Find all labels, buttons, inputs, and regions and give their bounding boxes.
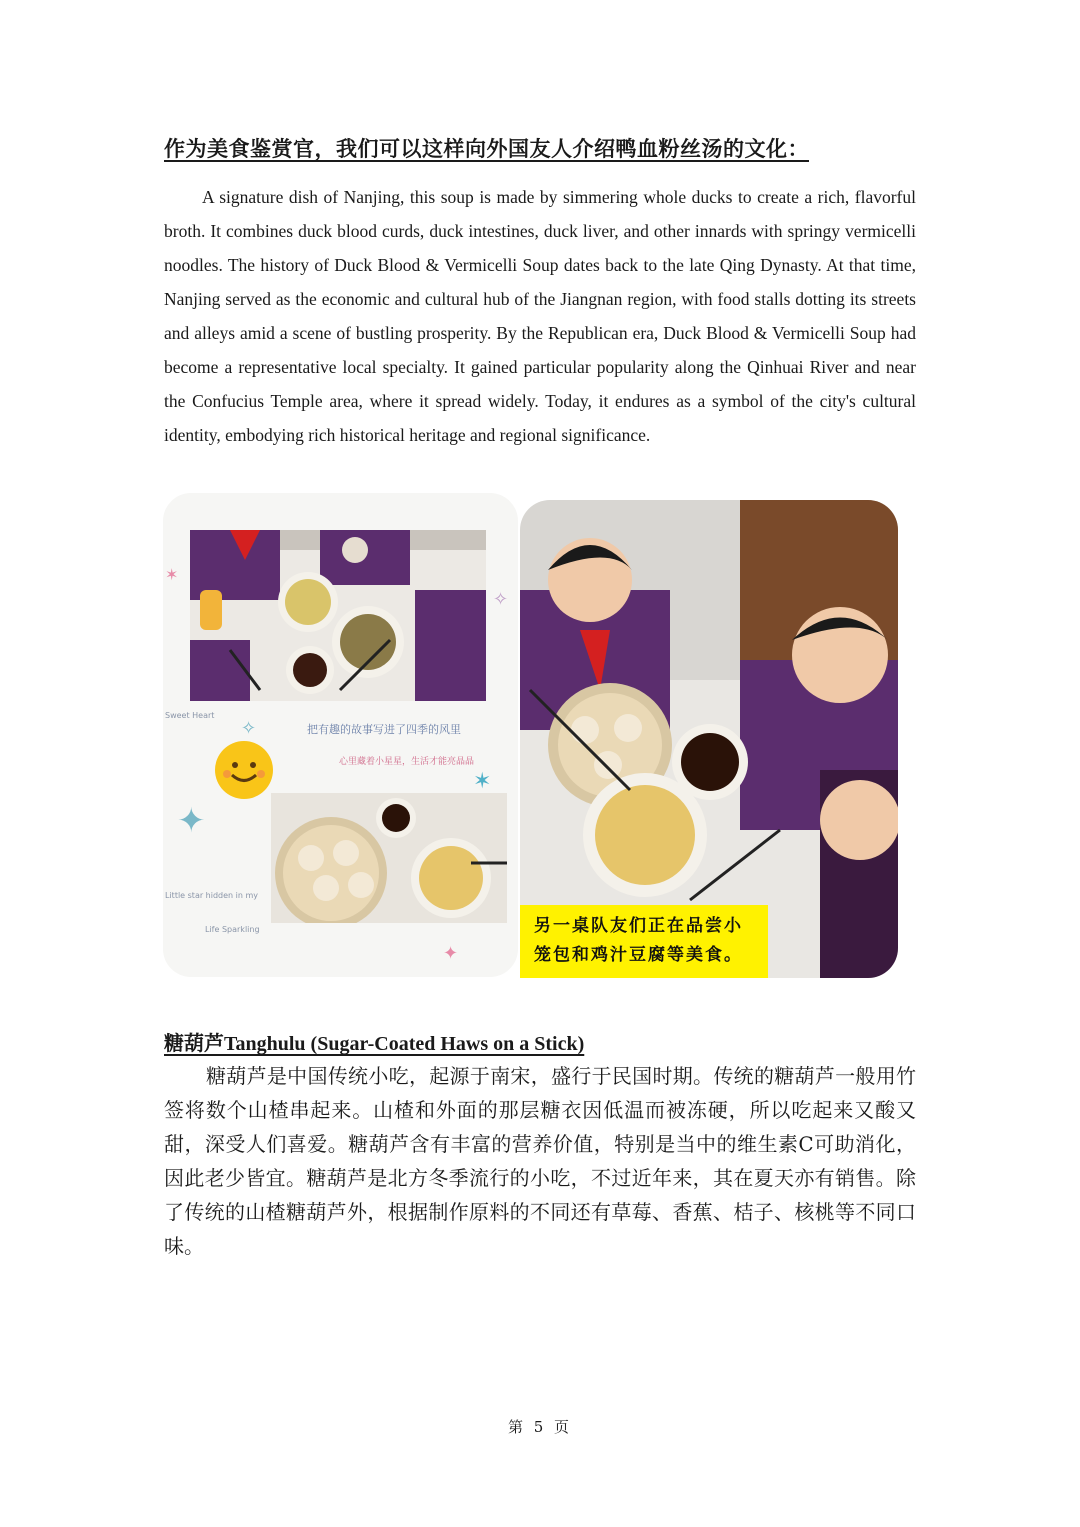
star-icon: ✧ <box>493 589 509 609</box>
star-icon: ✦ <box>177 803 206 840</box>
photo-collage <box>163 493 518 977</box>
xiaolongbao-photo <box>271 793 507 923</box>
table-soup-photo <box>190 530 486 701</box>
caption-line-1: 另一桌队友们正在品尝小 <box>534 916 743 936</box>
duck-soup-paragraph: A signature dish of Nanjing, this soup is made by simmering whole ducks to create a rich, flavorful broth. It combines duck blood curds, duck intestines, duck liver, and other innards with springy vermicelli noodles. The history of Duck Blood & Vermicelli Soup dates back to the late Qing Dynasty. At that time, Nanjing served as the economic and cultural hub of the Jiangnan region, with food stalls dotting its streets and alleys amid a scene of bustling prosperity. By the Republican era, Duck Blood & Vermicelli Soup had become a representative local specialty. It gained particular popularity along the Qinhuai River and near the Confucius Temple area, where it spread widely. Today, it endures as a symbol of the city's cultural identity, embodying rich historical heritage and regional significance. <box>164 187 916 445</box>
star-icon: ✦ <box>443 943 459 963</box>
deco-handwriting-line1: 把有趣的故事写进了四季的风里 <box>307 723 461 736</box>
deco-life-sparkling: Life Sparkling <box>205 925 260 934</box>
deco-handwriting-line2: 心里藏着小星星，生活才能亮晶晶 <box>339 757 475 767</box>
page-number: 第 5 页 <box>507 1418 573 1436</box>
deco-little-star: Little star hidden in my <box>165 891 259 900</box>
smiley-face-icon <box>215 741 273 799</box>
deco-sweet-heart: Sweet Heart <box>165 711 215 720</box>
star-icon: ✶ <box>165 567 179 584</box>
caption-line-2: 笼包和鸡汁豆腐等美食。 <box>534 945 743 965</box>
tanghulu-paragraph: 糖葫芦是中国传统小吃，起源于南宋，盛行于民国时期。传统的糖葫芦一般用竹签将数个山楂串起来。山楂和外面的那层糖衣因低温而被冻硬，所以吃起来又酸又甜，深受人们喜爱。糖葫芦含有丰富的营养价值，特别是当中的维生素C可助消化，因此老少皆宜。糖葫芦是北方冬季流行的小吃，不过近年来，其在夏天亦有销售。除了传统的山楂糖葫芦外，根据制作原料的不同还有草莓、香蕉、桔子、核桃等不同口味。 <box>164 1064 916 1258</box>
section-heading-duck-soup: 作为美食鉴赏官，我们可以这样向外国友人介绍鸭血粉丝汤的文化： <box>164 137 809 161</box>
section-heading-tanghulu: 糖葫芦Tanghulu (Sugar-Coated Haws on a Stick) <box>164 1033 585 1055</box>
star-icon: ✶ <box>473 768 492 793</box>
star-icon: ✧ <box>241 718 257 738</box>
photo-caption <box>520 905 768 978</box>
